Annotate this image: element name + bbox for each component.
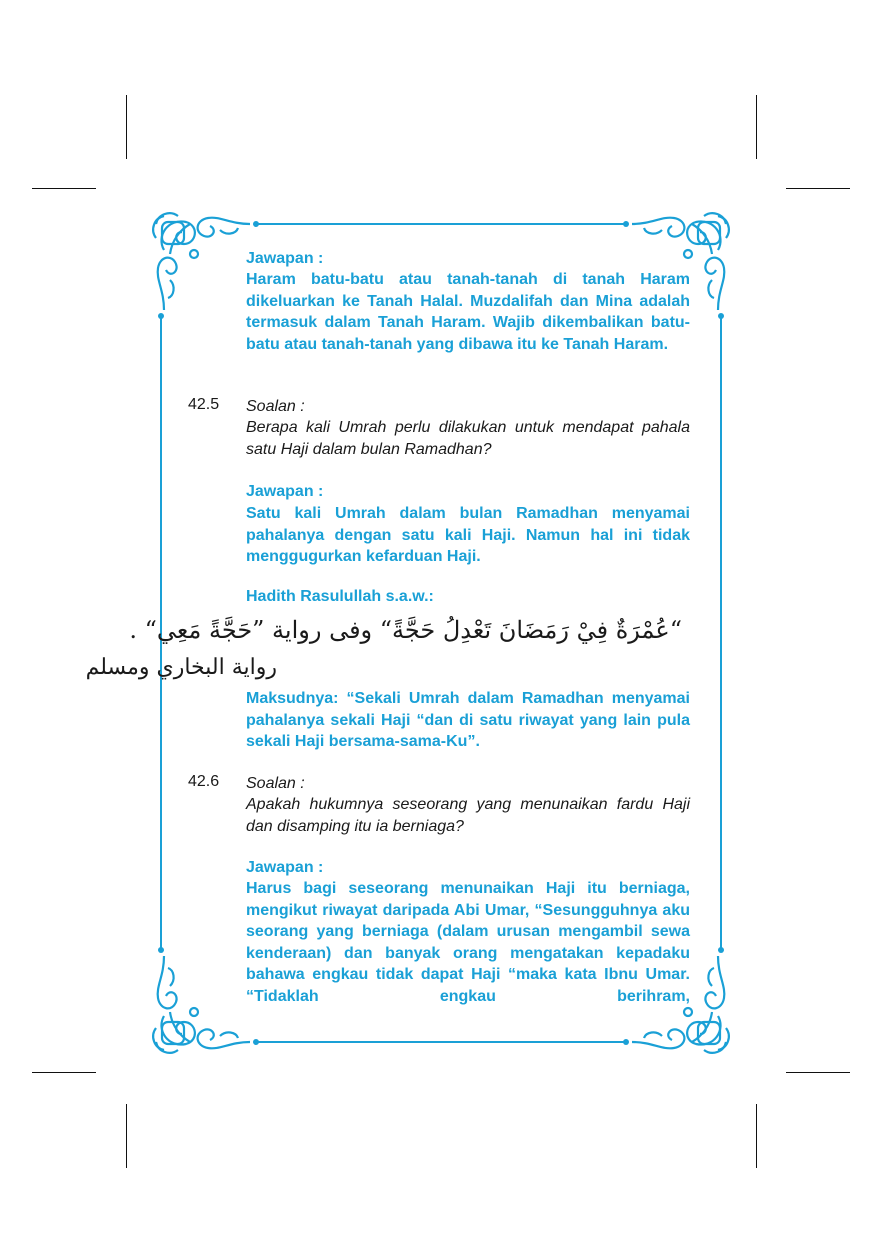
answer-text: Harus bagi seseorang menunaikan Haji itu berniaga, mengikut riwayat daripada Abi Umar, “Sesungguhnya aku seorang yang berniaga (dalam urusan mengambil sewa kenderaan) dan banyak orang mengatakan kepadaku bahawa engkau tidak dapat Haji “maka kata Ibnu Umar. “Tidaklah engkau berihram,: [246, 880, 690, 1005]
arabic-narration-source: رواية البخاري ومسلم: [85, 655, 277, 680]
question-text: Apakah hukumnya seseorang yang menunaikan fardu Haji dan disamping itu ia berniaga?: [246, 796, 690, 835]
arabic-hadith-text: “عُمْرَةٌ فِيْ رَمَضَانَ تَعْدِلُ حَجَّةً“ وفى رواية ”حَجَّةً مَعِي“ .: [129, 616, 682, 644]
question-number: 42.5: [188, 396, 220, 413]
question-text: Berapa kali Umrah perlu dilakukan untuk mendapat pahala satu Haji dalam bulan Ramadhan?: [246, 419, 690, 458]
answer-label: Jawapan :: [246, 250, 324, 267]
answer-text: Haram batu-batu atau tanah-tanah di tanah Haram dikeluarkan ke Tanah Halal. Muzdalifah dan Mina adalah termasuk dalam Tanah Haram. Wajib dikembalikan batu-batu atau tanah-tanah yang dibawa itu ke Tanah Haram.: [246, 271, 690, 353]
hadith-label: Hadith Rasulullah s.a.w.:: [246, 588, 434, 605]
question-label: Soalan :: [246, 398, 305, 415]
question-number: 42.6: [188, 773, 220, 790]
answer-label: Jawapan :: [246, 483, 324, 500]
question-label: Soalan :: [246, 775, 305, 792]
hadith-meaning-text: Maksudnya: “Sekali Umrah dalam Ramadhan menyamai pahalanya sekali Haji “dan di satu riwayat yang lain pula sekali Haji bersama-sama-Ku”.: [246, 690, 690, 750]
answer-text: Satu kali Umrah dalam bulan Ramadhan menyamai pahalanya dengan satu kali Haji. Namun hal ini tidak menggugurkan kefarduan Haji.: [246, 505, 690, 565]
answer-label: Jawapan :: [246, 859, 324, 876]
